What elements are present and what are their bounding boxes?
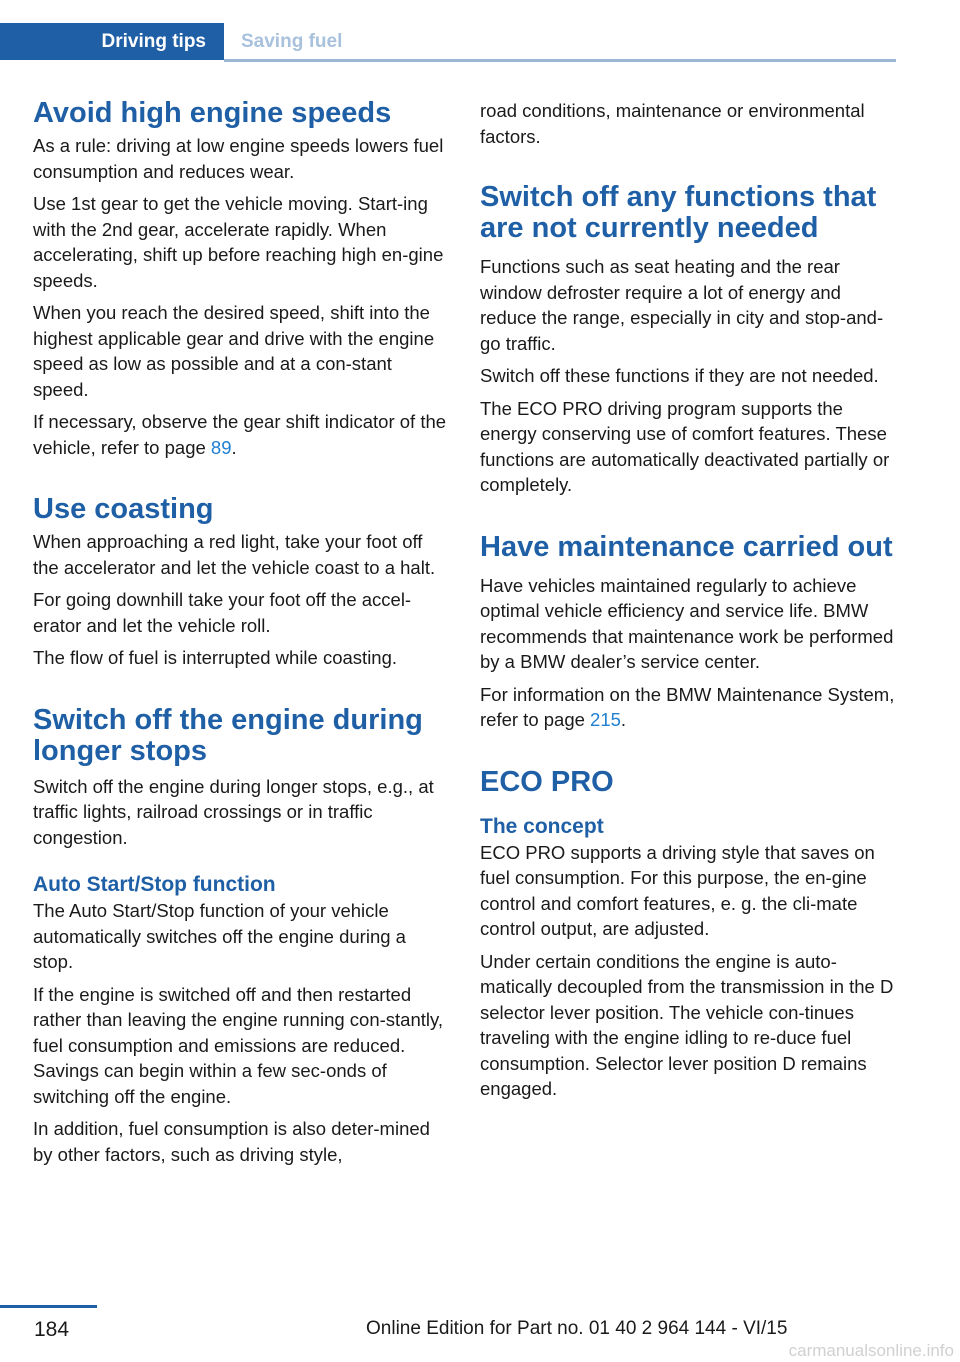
heading-eco-pro: ECO PRO	[480, 765, 614, 798]
paragraph: If necessary, observe the gear shift indicator of the vehicle, refer to page 89.	[33, 411, 447, 458]
paragraph: Switch off these functions if they are not needed.	[480, 365, 879, 386]
heading-the-concept: The concept	[480, 814, 604, 838]
paragraph: For information on the BMW Maintenance System, refer to page 215.	[480, 683, 895, 730]
paragraph: ECO PRO supports a driving style that saves on fuel consumption. For this purpose, the en-gine control and comfort features, e. g. the cli-mate control output, are adjusted.	[480, 841, 875, 939]
header-divider	[224, 59, 896, 62]
footer-divider	[0, 1305, 97, 1308]
paragraph: Have vehicles maintained regularly to achieve optimal vehicle efficiency and service life. BMW recommends that maintenance work be performed by a BMW dealer’s service center.	[480, 574, 894, 672]
page-number: 184	[34, 1318, 70, 1341]
left-column	[33, 98, 448, 1167]
page-link-89[interactable]: 89	[210, 436, 232, 458]
paragraph: The flow of fuel is interrupted while coasting.	[33, 647, 398, 668]
heading-switch-off-engine: Switch off the engine during longer stops	[33, 703, 423, 767]
paragraph: When you reach the desired speed, shift into the highest applicable gear and drive with the engine speed as low as possible and at a con-stant speed.	[33, 302, 435, 400]
subsection-tab-saving-fuel	[224, 23, 342, 60]
paragraph: When approaching a red light, take your foot off the accelerator and let the vehicle coast to a halt.	[33, 531, 436, 578]
heading-avoid-high-engine-speeds: Avoid high engine speeds	[33, 97, 392, 129]
page-link-215[interactable]: 215	[590, 709, 621, 730]
section-label: Driving tips	[101, 30, 206, 52]
paragraph: Functions such as seat heating and the rear window defroster require a lot of energy and reduce the range, especially in city and stop-and-go traffic.	[480, 256, 884, 354]
paragraph: The Auto Start/Stop function of your vehicle automatically switches off the engine during a stop.	[33, 900, 406, 972]
section-tab-driving-tips	[0, 23, 224, 60]
paragraph-text: If necessary, observe the gear shift indicator of the vehicle, refer to page	[33, 411, 447, 458]
watermark: carmanualsonline.info	[788, 1341, 954, 1360]
paragraph: For going downhill take your foot off the accel-erator and let the vehicle roll.	[33, 589, 412, 636]
paragraph: Switch off the engine during longer stops, e.g., at traffic lights, railroad crossings or in traffic congestion.	[33, 775, 434, 848]
page-header	[0, 23, 896, 63]
heading-switch-off-functions: Switch off any functions that are not currently needed	[480, 181, 877, 244]
paragraph: As a rule: driving at low engine speeds lowers fuel consumption and reduces wear.	[33, 135, 444, 182]
paragraph-text: For information on the BMW Maintenance System, refer to page	[480, 683, 895, 730]
edition-label: Online Edition for Part no. 01 40 2 964 144 - VI/15	[366, 1318, 788, 1339]
paragraph: In addition, fuel consumption is also deter-mined by other factors, such as driving style,	[33, 1118, 430, 1165]
paragraph: Under certain conditions the engine is auto-matically decoupled from the transmission in the D selector lever position. The vehicle con-tinues traveling with the engine idling to re-duce fuel consumption. Selector lever position D remains engaged.	[480, 950, 894, 1099]
subsection-label: Saving fuel	[241, 30, 343, 52]
paragraph: If the engine is switched off and then restarted rather than leaving the engine running con-stantly, fuel consumption and emissions are reduced. Savings can begin within a few sec-onds of switching off the engine.	[33, 983, 444, 1107]
paragraph: road conditions, maintenance or environmental factors.	[480, 100, 865, 147]
heading-have-maintenance: Have maintenance carried out	[480, 530, 893, 563]
paragraph: The ECO PRO driving program supports the energy conserving use of comfort features. These functions are automatically deactivated partially or completely.	[480, 397, 890, 495]
heading-use-coasting: Use coasting	[33, 493, 214, 525]
paragraph: Use 1st gear to get the vehicle moving. Start-ing with the 2nd gear, accelerate rapidly. When accelerating, shift up before reaching high en-gine speeds.	[33, 193, 444, 291]
right-column	[480, 98, 895, 1102]
heading-auto-start-stop: Auto Start/Stop function	[33, 873, 276, 896]
